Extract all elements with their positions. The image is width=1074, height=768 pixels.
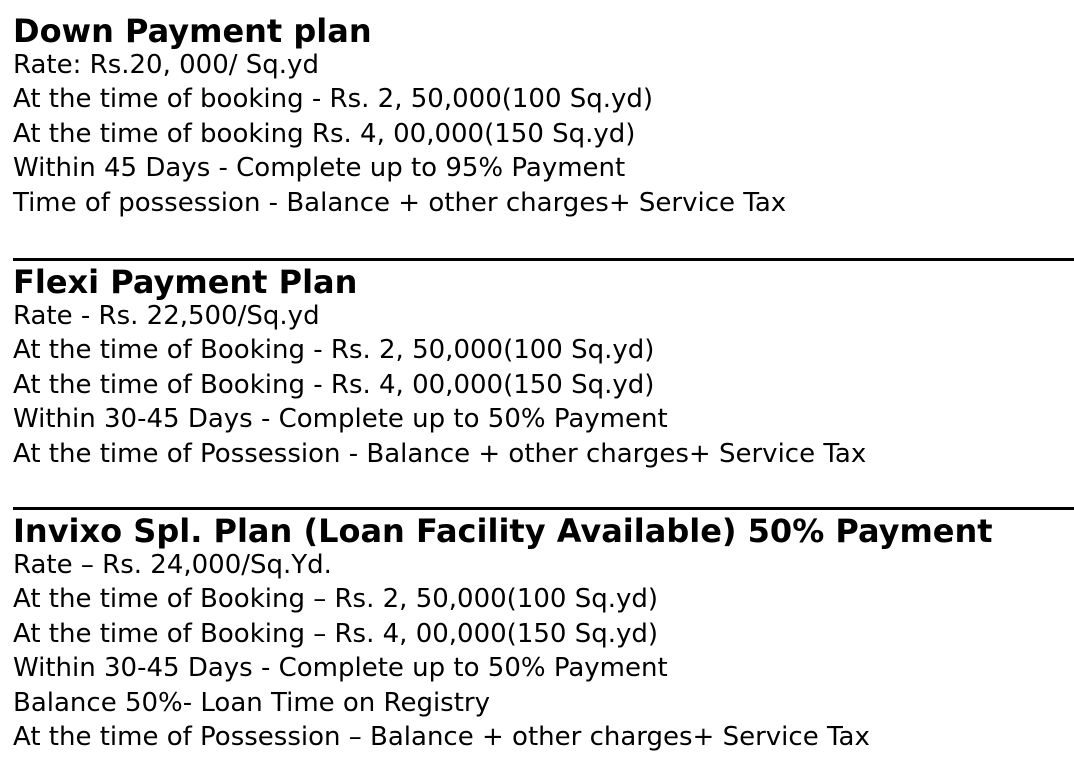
plan-detail-line: At the time of booking - Rs. 2, 50,000(100 Sq.yd) [13, 84, 654, 115]
section-divider [13, 258, 1074, 261]
plan-detail-line: Within 30-45 Days - Complete up to 50% Payment [13, 653, 668, 684]
plan-detail-line: At the time of Possession – Balance + other charges+ Service Tax [13, 722, 870, 753]
plan-title: Flexi Payment Plan [13, 263, 358, 301]
plan-detail-line: Time of possession - Balance + other charges+ Service Tax [13, 187, 787, 218]
plan-title: Invixo Spl. Plan (Loan Facility Available) 50% Payment [13, 512, 993, 550]
plan-rate-line: Rate: Rs.20, 000/ Sq.yd [13, 50, 319, 80]
plan-details-list [13, 48, 1074, 220]
plan-detail-line: At the time of booking Rs. 4, 00,000(150 Sq.yd) [13, 118, 636, 149]
down-payment-plan-section [13, 14, 1074, 220]
plan-detail-line: Balance 50%- Loan Time on Registry [13, 687, 490, 718]
plan-detail-line: At the time of Possession - Balance + other charges+ Service Tax [13, 438, 867, 469]
plan-detail-line: At the time of Booking – Rs. 4, 00,000(150 Sq.yd) [13, 618, 659, 649]
flexi-payment-plan-section [13, 265, 1074, 471]
plan-detail-line: At the time of Booking - Rs. 2, 50,000(100 Sq.yd) [13, 335, 655, 366]
plan-detail-line: At the time of Booking - Rs. 4, 00,000(150 Sq.yd) [13, 369, 655, 400]
plan-details-list [13, 548, 1074, 754]
plan-detail-line: At the time of Booking – Rs. 2, 50,000(100 Sq.yd) [13, 584, 659, 615]
section-divider [13, 507, 1074, 510]
plan-detail-line: Within 45 Days - Complete up to 95% Payment [13, 153, 626, 184]
plan-title: Down Payment plan [13, 12, 372, 50]
plan-detail-line: Within 30-45 Days - Complete up to 50% Payment [13, 404, 668, 435]
plan-rate-line: Rate – Rs. 24,000/Sq.Yd. [13, 550, 332, 580]
invixo-special-plan-section [13, 514, 1074, 754]
plan-details-list [13, 299, 1074, 471]
plan-rate-line: Rate - Rs. 22,500/Sq.yd [13, 301, 320, 331]
